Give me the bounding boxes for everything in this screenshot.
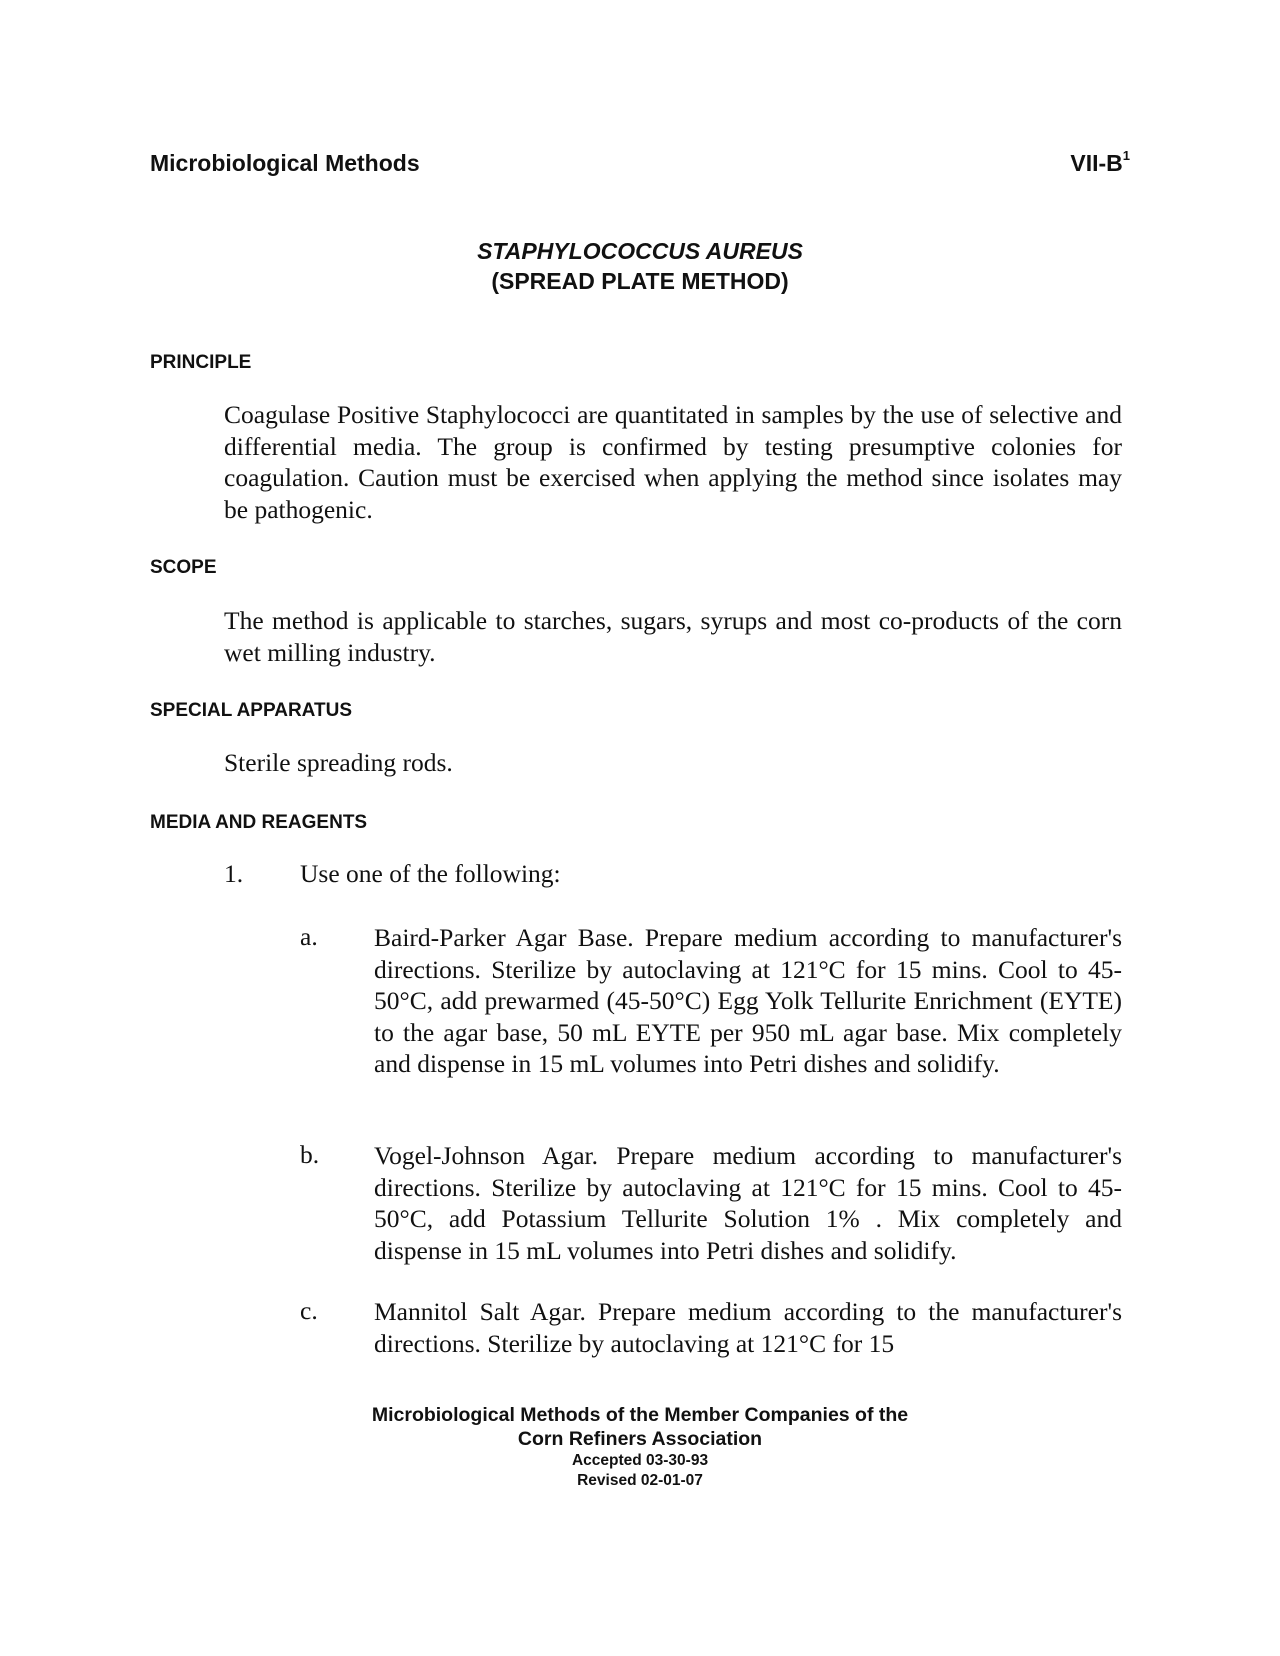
- document-title: STAPHYLOCOCCUS AUREUS: [477, 238, 803, 264]
- section-heading-scope: SCOPE: [150, 557, 217, 578]
- list-item-text: Use one of the following:: [300, 859, 561, 888]
- sublist-item-b: Vogel-Johnson Agar. Prepare medium according to manufacturer's directions. Sterilize by autoclaving at 121°C for 15 mins. Cool to 45-50°C, add Potassium Tellurite Solution 1% . Mix completely and dispense in 15 mL volumes into Petri dishes and solidify.: [374, 1141, 1122, 1265]
- section-heading-apparatus: SPECIAL APPARATUS: [150, 700, 352, 721]
- sublist-item-a: Baird-Parker Agar Base. Prepare medium according to manufacturer's directions. Sterilize by autoclaving at 121°C for 15 mins. Cool to 45-50°C, add prewarmed (45-50°C) Egg Yolk Tellurite Enrichment (EYTE) to the agar base, 50 mL EYTE per 950 mL agar base. Mix completely and dispense in 15 mL volumes into Petri dishes and solidify.: [374, 923, 1122, 1078]
- footer-accepted-date: Accepted 03-30-93: [571, 1452, 709, 1469]
- footer-line-1: Microbiological Methods of the Member Companies of the: [371, 1404, 909, 1426]
- sublist-letter-b: b.: [300, 1140, 320, 1169]
- sublist-item-c: Mannitol Salt Agar. Prepare medium according to the manufacturer's directions. Sterilize by autoclaving at 121°C for 15: [374, 1297, 1122, 1358]
- apparatus-paragraph: Sterile spreading rods.: [224, 748, 453, 777]
- section-heading-principle: PRINCIPLE: [150, 352, 252, 373]
- section-code-superscript: 1: [1122, 148, 1130, 164]
- section-heading-media: MEDIA AND REAGENTS: [150, 812, 368, 833]
- list-item-number: 1.: [224, 859, 244, 888]
- scope-paragraph: The method is applicable to starches, sugars, syrups and most co-products of the corn wet milling industry.: [224, 606, 1122, 667]
- footer-revised-date: Revised 02-01-07: [577, 1472, 703, 1489]
- sublist-letter-c: c.: [300, 1296, 318, 1325]
- footer-line-2: Corn Refiners Association: [517, 1428, 763, 1450]
- running-header-title: Microbiological Methods: [150, 150, 420, 176]
- principle-paragraph: Coagulase Positive Staphylococci are quantitated in samples by the use of selective and differential media. The group is confirmed by testing presumptive colonies for coagulation. Caution must be exercised when applying the method since isolates may be pathogenic.: [224, 400, 1122, 524]
- section-code-text: VII-B: [1070, 150, 1123, 176]
- document-subtitle: (SPREAD PLATE METHOD): [491, 268, 789, 294]
- section-code: [1070, 150, 1130, 177]
- sublist-letter-a: a.: [300, 922, 318, 951]
